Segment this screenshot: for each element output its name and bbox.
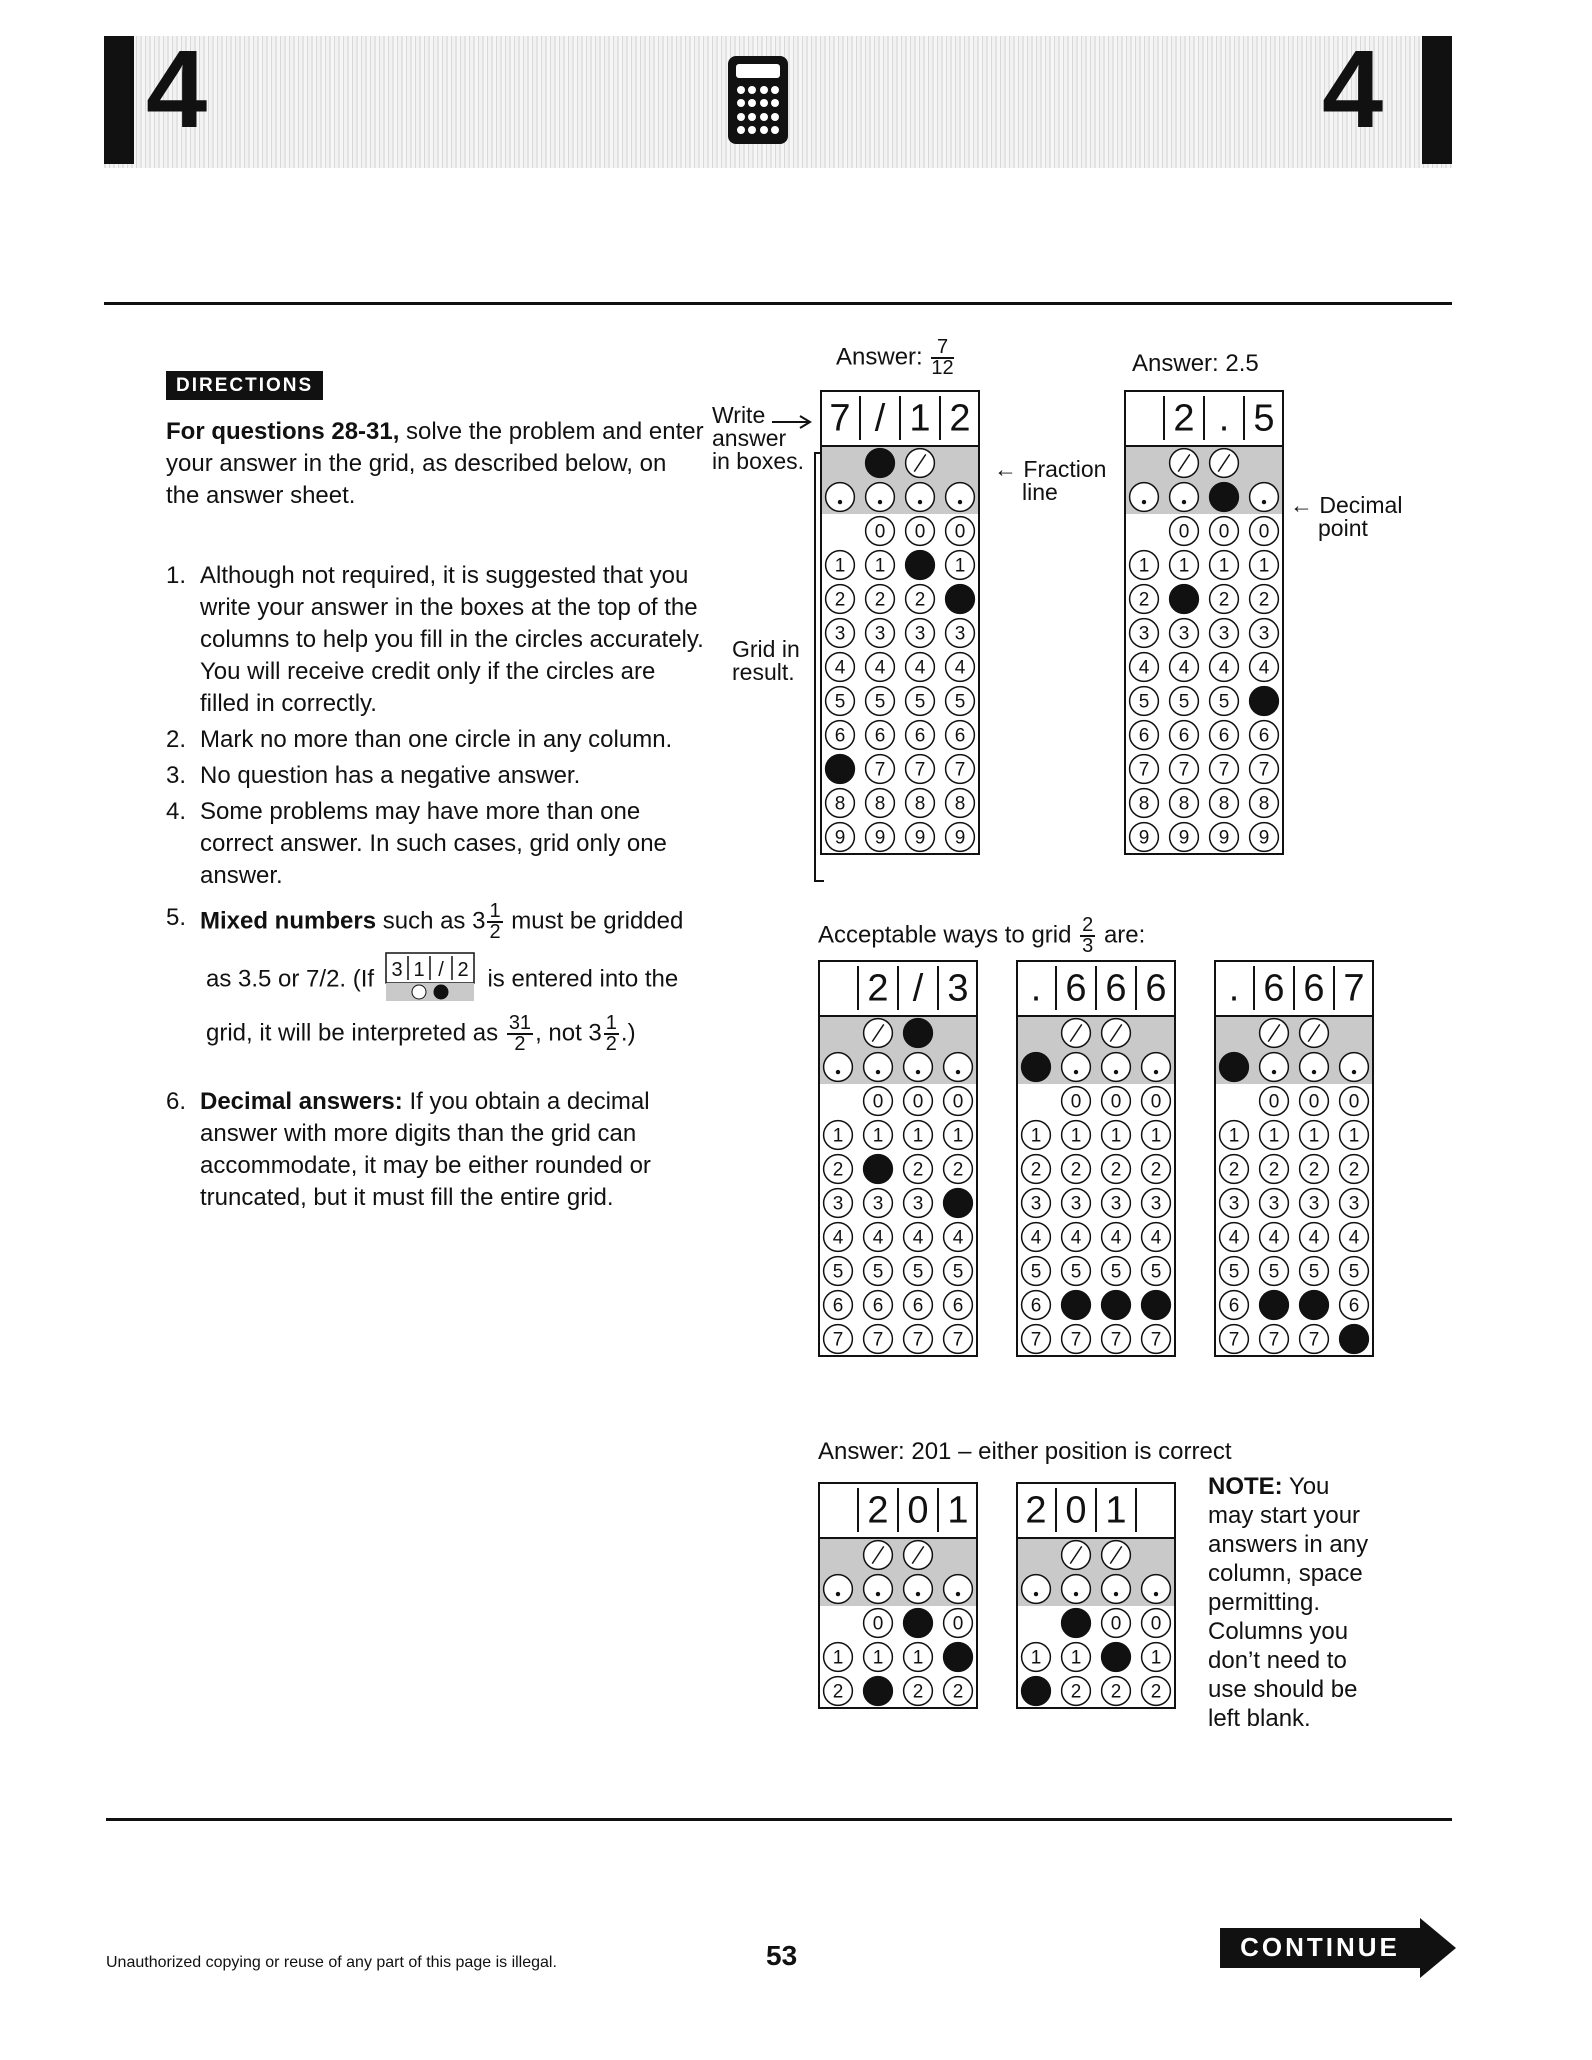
digit-label: 1 — [1150, 1647, 1162, 1669]
rule-item: 4. Some problems may have more than one correct answer. In such cases, grid only one answer. — [166, 798, 667, 889]
digit-label: 8 — [1218, 793, 1230, 815]
answer-box-char: 3 — [947, 967, 969, 1010]
digit-label: 7 — [1070, 1329, 1082, 1351]
mini-box-char: / — [437, 959, 444, 981]
rule-item: 1. Although not required, it is suggested that you write your answer in the boxes at the top of the columns to help you fill in the circles accurately. You will receive credit only if the circles are filled in correctly. — [166, 562, 704, 717]
digit-bubble[interactable] — [1142, 1291, 1171, 1320]
digit-label: 3 — [1258, 623, 1270, 645]
digit-label: 7 — [1110, 1329, 1122, 1351]
answer-box-char: 2 — [867, 1489, 889, 1532]
digit-bubble[interactable] — [1340, 1325, 1369, 1354]
bottom-rule — [106, 1818, 1452, 1821]
digit-label: 3 — [912, 1193, 924, 1215]
digit-label: 3 — [834, 623, 846, 645]
answer-box-char: 0 — [1065, 1489, 1087, 1532]
digit-label: 5 — [954, 691, 966, 713]
decimal-bubble[interactable] — [1102, 1575, 1131, 1604]
slash-bubble[interactable] — [904, 1019, 933, 1048]
decimal-bubble[interactable] — [1220, 1053, 1249, 1082]
digit-label: 8 — [874, 793, 886, 815]
digit-label: 8 — [954, 793, 966, 815]
mini-box-char: 3 — [391, 959, 403, 981]
answer-grid-667 — [1214, 960, 1384, 1390]
answer-grid-7-12 — [820, 390, 990, 880]
digit-label: 1 — [1110, 1125, 1122, 1147]
digit-label: 6 — [874, 725, 886, 747]
digit-label: 7 — [1178, 759, 1190, 781]
digit-bubble[interactable] — [1300, 1291, 1329, 1320]
digit-label: 3 — [1110, 1193, 1122, 1215]
fraction-line-annotation: ← Fraction line — [994, 456, 1107, 505]
decimal-bubble[interactable] — [1260, 1053, 1289, 1082]
decimal-bubble[interactable] — [946, 483, 975, 512]
digit-label: 3 — [1030, 1193, 1042, 1215]
digit-label: 0 — [1110, 1091, 1122, 1113]
directions-intro — [166, 416, 706, 512]
digit-label: 1 — [874, 555, 886, 577]
decimal-bubble[interactable] — [906, 483, 935, 512]
answer-box-char: 1 — [1105, 1489, 1127, 1532]
decimal-bubble[interactable] — [864, 1575, 893, 1604]
digit-label: 0 — [1150, 1091, 1162, 1113]
digit-label: 3 — [1150, 1193, 1162, 1215]
grid-in-annotation: Grid in result. — [732, 636, 800, 685]
digit-label: 4 — [1258, 657, 1270, 679]
intro-bold: For questions 28-31, — [166, 418, 400, 445]
digit-label: 6 — [832, 1295, 844, 1317]
digit-label: 4 — [952, 1227, 964, 1249]
digit-label: 2 — [832, 1159, 844, 1181]
digit-label: 5 — [1218, 691, 1230, 713]
digit-label: 4 — [914, 657, 926, 679]
decimal-bubble[interactable] — [1062, 1575, 1091, 1604]
top-rule — [104, 302, 1452, 305]
digit-label: 6 — [1218, 725, 1230, 747]
decimal-bubble[interactable] — [1022, 1575, 1051, 1604]
digit-label: 6 — [1138, 725, 1150, 747]
answer-box-char: . — [1030, 967, 1042, 1010]
write-answer-annotation: Write answer in boxes. — [712, 402, 805, 474]
answer-grid-666 — [1016, 960, 1186, 1390]
digit-label: 0 — [1070, 1091, 1082, 1113]
digit-label: 5 — [1178, 691, 1190, 713]
digit-label: 2 — [1138, 589, 1150, 611]
digit-label: 7 — [912, 1329, 924, 1351]
digit-label: 8 — [1258, 793, 1270, 815]
digit-label: 3 — [874, 623, 886, 645]
digit-label: 7 — [1218, 759, 1230, 781]
digit-label: 2 — [832, 1681, 844, 1703]
digit-label: 0 — [1178, 521, 1190, 543]
answer-box-char: 0 — [907, 1489, 929, 1532]
digit-label: 1 — [952, 1125, 964, 1147]
digit-label: 7 — [1138, 759, 1150, 781]
digit-label: 4 — [1110, 1227, 1122, 1249]
digit-label: 6 — [1030, 1295, 1042, 1317]
digit-label: 5 — [872, 1261, 884, 1283]
digit-bubble[interactable] — [1102, 1291, 1131, 1320]
answer-fraction-label: Answer: $\frac{7}{12}$ — [836, 336, 954, 379]
digit-label: 7 — [1228, 1329, 1240, 1351]
digit-label: 2 — [1218, 589, 1230, 611]
digit-label: 0 — [914, 521, 926, 543]
decimal-bubble[interactable] — [826, 483, 855, 512]
digit-label: 9 — [914, 827, 926, 849]
answer-box-char: 6 — [1263, 967, 1285, 1010]
digit-label: 1 — [872, 1125, 884, 1147]
directions-label: DIRECTIONS — [166, 371, 323, 400]
digit-label: 2 — [1150, 1159, 1162, 1181]
digit-label: 0 — [1348, 1091, 1360, 1113]
decimal-bubble[interactable] — [866, 483, 895, 512]
answer-box-char: 2 — [867, 967, 889, 1010]
digit-label: 2 — [914, 589, 926, 611]
digit-label: 1 — [1030, 1125, 1042, 1147]
digit-label: 2 — [1228, 1159, 1240, 1181]
digit-label: 6 — [1178, 725, 1190, 747]
decimal-bubble[interactable] — [1210, 483, 1239, 512]
digit-label: 3 — [1218, 623, 1230, 645]
digit-label: 1 — [1070, 1647, 1082, 1669]
answer-box-char: 7 — [829, 397, 851, 440]
digit-label: 6 — [1348, 1295, 1360, 1317]
digit-bubble[interactable] — [904, 1609, 933, 1638]
decimal-bubble[interactable] — [1142, 1575, 1171, 1604]
rule-item: 2. Mark no more than one circle in any column. — [166, 726, 673, 753]
answer-decimal-label: Answer: 2.5 — [1132, 350, 1259, 377]
decimal-bubble[interactable] — [824, 1575, 853, 1604]
header-bar-right — [1422, 36, 1452, 164]
digit-label: 3 — [1308, 1193, 1320, 1215]
digit-label: 4 — [874, 657, 886, 679]
answer-box-char: 6 — [1105, 967, 1127, 1010]
answer-box-char: 1 — [947, 1489, 969, 1532]
digit-label: 1 — [834, 555, 846, 577]
digit-label: 0 — [1308, 1091, 1320, 1113]
answer-box-char: 2 — [1173, 397, 1195, 440]
digit-label: 5 — [952, 1261, 964, 1283]
digit-label: 2 — [912, 1159, 924, 1181]
digit-label: 2 — [952, 1681, 964, 1703]
digit-bubble[interactable] — [864, 1677, 893, 1706]
mini-box-char: 2 — [457, 959, 469, 981]
digit-label: 1 — [1218, 555, 1230, 577]
digit-label: 7 — [1030, 1329, 1042, 1351]
decimal-bubble[interactable] — [1102, 1053, 1131, 1082]
digit-label: 3 — [832, 1193, 844, 1215]
digit-label: 4 — [1268, 1227, 1280, 1249]
decimal-bubble[interactable] — [1170, 483, 1199, 512]
intro-text: solve the problem and enter your answer in the grid, as described below, on the answer sheet. — [166, 418, 704, 509]
answer-box-char: 2 — [1025, 1489, 1047, 1532]
answer-box-char: / — [874, 397, 886, 440]
digit-label: 1 — [1150, 1125, 1162, 1147]
digit-label: 8 — [914, 793, 926, 815]
mini-slash-bubble — [412, 985, 426, 999]
digit-label: 0 — [1150, 1613, 1162, 1635]
answer-box-char: 2 — [949, 397, 971, 440]
digit-bubble[interactable] — [906, 551, 935, 580]
digit-bubble[interactable] — [1102, 1643, 1131, 1672]
answer-grid-201-right — [818, 1482, 988, 1742]
digit-label: 2 — [952, 1159, 964, 1181]
page-number: 53 — [766, 1940, 798, 1971]
digit-label: 2 — [1308, 1159, 1320, 1181]
digit-label: 7 — [1258, 759, 1270, 781]
digit-label: 1 — [1070, 1125, 1082, 1147]
answer-box-char: / — [912, 967, 924, 1010]
decimal-bubble[interactable] — [1250, 483, 1279, 512]
digit-label: 3 — [1268, 1193, 1280, 1215]
digit-label: 3 — [1348, 1193, 1360, 1215]
digit-label: 0 — [1218, 521, 1230, 543]
digit-label: 9 — [954, 827, 966, 849]
calculator-icon — [728, 56, 788, 144]
decimal-bubble[interactable] — [864, 1053, 893, 1082]
digit-bubble[interactable] — [946, 585, 975, 614]
digit-label: 2 — [1268, 1159, 1280, 1181]
decimal-bubble[interactable] — [1142, 1053, 1171, 1082]
digit-bubble[interactable] — [944, 1189, 973, 1218]
digit-label: 1 — [912, 1125, 924, 1147]
answer-201-label: Answer: 201 – either position is correct — [818, 1438, 1232, 1465]
digit-label: 4 — [1308, 1227, 1320, 1249]
digit-label: 9 — [874, 827, 886, 849]
digit-label: 5 — [1030, 1261, 1042, 1283]
digit-label: 5 — [1138, 691, 1150, 713]
digit-label: 2 — [912, 1681, 924, 1703]
digit-bubble[interactable] — [1170, 585, 1199, 614]
section-number-left: 4 — [146, 28, 208, 151]
answer-box-char: . — [1218, 397, 1230, 440]
digit-label: 9 — [1218, 827, 1230, 849]
digit-label: 7 — [874, 759, 886, 781]
digit-label: 6 — [1228, 1295, 1240, 1317]
continue-button[interactable] — [1220, 1918, 1460, 1978]
decimal-bubble[interactable] — [1130, 483, 1159, 512]
digit-label: 6 — [952, 1295, 964, 1317]
digit-label: 1 — [832, 1647, 844, 1669]
digit-label: 1 — [1178, 555, 1190, 577]
digit-label: 7 — [914, 759, 926, 781]
digit-label: 8 — [1138, 793, 1150, 815]
digit-label: 0 — [1258, 521, 1270, 543]
digit-label: 9 — [1138, 827, 1150, 849]
digit-label: 1 — [1308, 1125, 1320, 1147]
digit-label: 8 — [1178, 793, 1190, 815]
digit-label: 6 — [872, 1295, 884, 1317]
digit-label: 4 — [954, 657, 966, 679]
digit-label: 5 — [1268, 1261, 1280, 1283]
answer-box-char: 6 — [1065, 967, 1087, 1010]
header-bar-left — [104, 36, 134, 164]
digit-label: 5 — [1110, 1261, 1122, 1283]
digit-bubble[interactable] — [944, 1643, 973, 1672]
answer-box-char: 6 — [1303, 967, 1325, 1010]
digit-label: 1 — [1138, 555, 1150, 577]
answer-grid-2-5 — [1124, 390, 1294, 880]
digit-label: 0 — [1268, 1091, 1280, 1113]
digit-label: 6 — [954, 725, 966, 747]
digit-bubble[interactable] — [864, 1155, 893, 1184]
rule-item-mixed-numbers: 5. Mixed numbers such as 3 $\frac{1}{2}$ must be gridded as 3.5 or 7/2. (If 3 1 / 2 is entered into the grid, it will be interpreted as $\frac{31}{2}$ , not 3 $\frac{1}{2}$ .) — [166, 900, 684, 1055]
digit-label: 2 — [1150, 1681, 1162, 1703]
digit-label: 5 — [1228, 1261, 1240, 1283]
mini-slash-bubble — [434, 985, 448, 999]
digit-label: 5 — [912, 1261, 924, 1283]
digit-label: 3 — [872, 1193, 884, 1215]
digit-label: 4 — [1070, 1227, 1082, 1249]
mini-box-char: 1 — [413, 959, 425, 981]
digit-label: 7 — [954, 759, 966, 781]
digit-label: 3 — [954, 623, 966, 645]
digit-label: 5 — [832, 1261, 844, 1283]
digit-bubble[interactable] — [1250, 687, 1279, 716]
digit-bubble[interactable] — [1022, 1677, 1051, 1706]
answer-box-char: . — [1228, 967, 1240, 1010]
digit-label: 4 — [1030, 1227, 1042, 1249]
digit-label: 1 — [912, 1647, 924, 1669]
answer-grid-201-left — [1016, 1482, 1186, 1742]
decimal-bubble[interactable] — [824, 1053, 853, 1082]
digit-label: 2 — [874, 589, 886, 611]
digit-label: 2 — [1110, 1159, 1122, 1181]
digit-label: 0 — [954, 521, 966, 543]
arrow-right-icon — [770, 410, 820, 434]
answer-box-char: 5 — [1253, 397, 1275, 440]
acceptable-ways-label: Acceptable ways to grid $\frac{2}{3}$ are: — [818, 914, 1146, 957]
digit-label: 7 — [1308, 1329, 1320, 1351]
digit-label: 0 — [912, 1091, 924, 1113]
decimal-bubble[interactable] — [944, 1575, 973, 1604]
digit-label: 5 — [1348, 1261, 1360, 1283]
digit-label: 4 — [832, 1227, 844, 1249]
rule-item: 3. No question has a negative answer. — [166, 762, 581, 789]
digit-label: 5 — [914, 691, 926, 713]
digit-label: 0 — [872, 1091, 884, 1113]
digit-label: 5 — [834, 691, 846, 713]
digit-label: 5 — [1308, 1261, 1320, 1283]
answer-box-char: 7 — [1343, 967, 1365, 1010]
answer-grid-2-3 — [818, 960, 988, 1390]
digit-label: 4 — [1150, 1227, 1162, 1249]
digit-label: 6 — [1258, 725, 1270, 747]
digit-label: 3 — [1138, 623, 1150, 645]
section-number-right: 4 — [1322, 28, 1384, 151]
digit-label: 2 — [1348, 1159, 1360, 1181]
digit-label: 1 — [1030, 1647, 1042, 1669]
digit-label: 4 — [872, 1227, 884, 1249]
copyright-notice: Unauthorized copying or reuse of any part of this page is illegal. — [106, 1954, 557, 1971]
note-text: NOTE: You may start your answers in any column, space permitting. Columns you don’t need to use should be left blank. — [1208, 1473, 1369, 1732]
digit-label: 9 — [1178, 827, 1190, 849]
digit-label: 7 — [832, 1329, 844, 1351]
slash-bubble[interactable] — [866, 449, 895, 478]
digit-bubble[interactable] — [1260, 1291, 1289, 1320]
digit-label: 0 — [952, 1091, 964, 1113]
digit-label: 2 — [1258, 589, 1270, 611]
digit-bubble[interactable] — [1062, 1609, 1091, 1638]
digit-label: 2 — [1110, 1681, 1122, 1703]
digit-label: 0 — [874, 521, 886, 543]
digit-label: 7 — [952, 1329, 964, 1351]
decimal-bubble[interactable] — [904, 1575, 933, 1604]
decimal-bubble[interactable] — [904, 1053, 933, 1082]
digit-label: 1 — [1258, 555, 1270, 577]
rules-list — [166, 560, 706, 896]
decimal-bubble[interactable] — [1300, 1053, 1329, 1082]
digit-label: 8 — [834, 793, 846, 815]
digit-label: 4 — [834, 657, 846, 679]
digit-label: 3 — [1070, 1193, 1082, 1215]
answer-box-char: 1 — [909, 397, 931, 440]
digit-label: 5 — [874, 691, 886, 713]
digit-label: 7 — [1268, 1329, 1280, 1351]
digit-label: 0 — [1110, 1613, 1122, 1635]
continue-label: CONTINUE — [1240, 1932, 1400, 1962]
digit-label: 3 — [1228, 1193, 1240, 1215]
digit-bubble[interactable] — [1062, 1291, 1091, 1320]
digit-label: 2 — [834, 589, 846, 611]
decimal-bubble[interactable] — [1062, 1053, 1091, 1082]
digit-label: 6 — [914, 725, 926, 747]
digit-label: 3 — [1178, 623, 1190, 645]
decimal-bubble[interactable] — [1340, 1053, 1369, 1082]
digit-label: 2 — [1070, 1159, 1082, 1181]
digit-label: 1 — [832, 1125, 844, 1147]
digit-label: 4 — [1178, 657, 1190, 679]
digit-label: 0 — [872, 1613, 884, 1635]
digit-label: 3 — [914, 623, 926, 645]
mini-answer-grid — [385, 952, 477, 1008]
digit-label: 7 — [872, 1329, 884, 1351]
digit-bubble[interactable] — [826, 755, 855, 784]
decimal-point-annotation: ← Decimal point — [1290, 492, 1403, 541]
digit-label: 4 — [1218, 657, 1230, 679]
digit-label: 5 — [1150, 1261, 1162, 1283]
digit-label: 2 — [1030, 1159, 1042, 1181]
digit-label: 9 — [834, 827, 846, 849]
digit-label: 4 — [912, 1227, 924, 1249]
digit-label: 2 — [1070, 1681, 1082, 1703]
digit-label: 1 — [1268, 1125, 1280, 1147]
digit-label: 1 — [1228, 1125, 1240, 1147]
decimal-bubble[interactable] — [1022, 1053, 1051, 1082]
digit-label: 4 — [1228, 1227, 1240, 1249]
digit-label: 4 — [1138, 657, 1150, 679]
digit-label: 6 — [834, 725, 846, 747]
digit-label: 6 — [912, 1295, 924, 1317]
digit-label: 1 — [872, 1647, 884, 1669]
digit-label: 1 — [1348, 1125, 1360, 1147]
digit-label: 1 — [954, 555, 966, 577]
digit-label: 5 — [1070, 1261, 1082, 1283]
digit-label: 4 — [1348, 1227, 1360, 1249]
digit-label: 7 — [1150, 1329, 1162, 1351]
decimal-bubble[interactable] — [944, 1053, 973, 1082]
rule-item-decimal-answers: 6. Decimal answers: If you obtain a decimal answer with more digits than the grid can accommodate, it may be either rounded or truncated, but it must fill the entire grid. — [166, 1088, 651, 1211]
digit-label: 9 — [1258, 827, 1270, 849]
answer-box-char: 6 — [1145, 967, 1167, 1010]
digit-label: 0 — [952, 1613, 964, 1635]
